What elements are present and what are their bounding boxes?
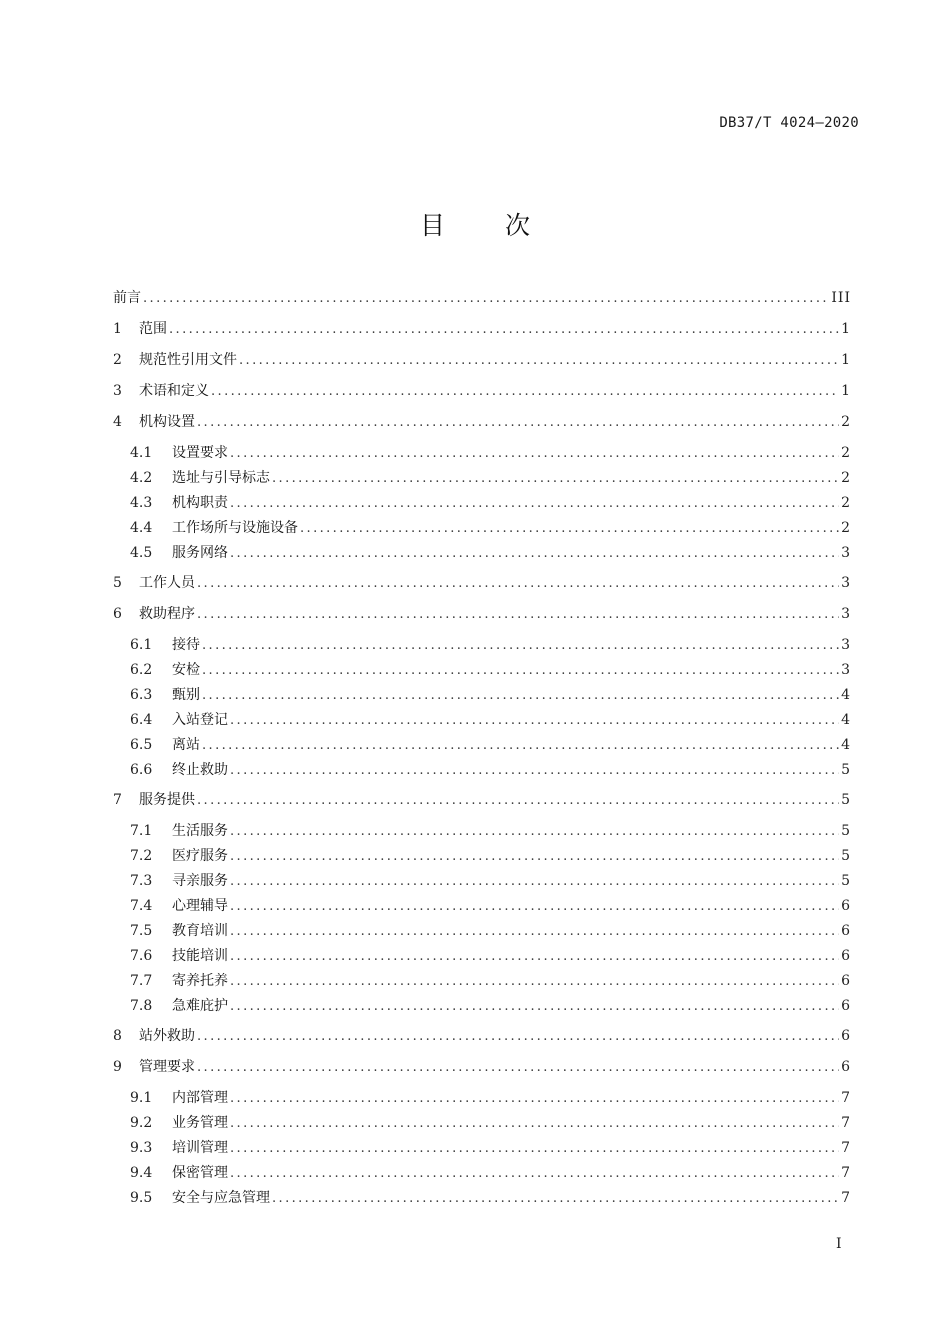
toc-leader-dots — [230, 998, 839, 1016]
toc-entry[interactable] — [113, 872, 851, 897]
toc-entry-page: 2 — [841, 414, 851, 430]
toc-leader-dots — [300, 520, 839, 538]
toc-leader-dots — [197, 1028, 839, 1046]
toc-entry-title: 甄别 — [172, 687, 200, 703]
toc-leader-dots — [197, 1059, 839, 1077]
toc-leader-dots — [230, 948, 839, 966]
toc-leader-dots — [230, 973, 839, 991]
toc-entry-page: 3 — [841, 575, 851, 591]
toc-leader-dots — [230, 762, 839, 780]
toc-entry-page: 5 — [841, 873, 851, 889]
toc-leader-dots — [197, 575, 839, 593]
toc-leader-dots — [211, 383, 839, 401]
toc-entry[interactable] — [113, 544, 851, 569]
toc-leader-dots — [197, 606, 839, 624]
toc-entry-page: 5 — [841, 792, 851, 808]
toc-entry-number: 7.5 — [130, 923, 153, 939]
toc-entry-title: 规范性引用文件 — [139, 352, 237, 368]
toc-entry-number: 9 — [113, 1059, 122, 1075]
toc-entry-title: 术语和定义 — [139, 383, 209, 399]
toc-leader-dots — [230, 445, 839, 463]
toc-entry[interactable] — [113, 922, 851, 947]
toc-entry[interactable] — [113, 441, 851, 469]
toc-leader-dots — [202, 687, 839, 705]
toc-entry[interactable] — [113, 847, 851, 872]
toc-entry-number: 6 — [113, 606, 122, 622]
toc-entry-page: 1 — [841, 383, 851, 399]
toc-entry-number: 7.2 — [130, 848, 153, 864]
toc-entry-title: 教育培训 — [172, 923, 228, 939]
toc-entry-number: 4.4 — [130, 520, 153, 536]
toc-entry-number: 6.2 — [130, 662, 153, 678]
toc-entry[interactable] — [113, 1139, 851, 1164]
toc-entry-title: 救助程序 — [139, 606, 195, 622]
toc-entry[interactable] — [113, 686, 851, 711]
toc-entry-page: 4 — [841, 737, 851, 753]
toc-entry[interactable] — [113, 786, 851, 819]
toc-entry-page: 2 — [841, 495, 851, 511]
toc-entry-title: 内部管理 — [172, 1090, 228, 1106]
toc-entry-title: 服务提供 — [139, 792, 195, 808]
toc-entry-number: 4.3 — [130, 495, 153, 511]
toc-entry-number: 9.1 — [130, 1090, 153, 1106]
toc-leader-dots — [202, 737, 839, 755]
toc-entry-page: 7 — [841, 1165, 851, 1181]
toc-entry-title: 业务管理 — [172, 1115, 228, 1131]
toc-entry-number: 7.6 — [130, 948, 153, 964]
toc-entry-title: 心理辅导 — [172, 898, 228, 914]
toc-entry[interactable] — [113, 736, 851, 761]
toc-entry[interactable] — [113, 997, 851, 1022]
toc-leader-dots — [197, 414, 839, 432]
page-number: I — [836, 1236, 842, 1252]
toc-leader-dots — [230, 1090, 839, 1108]
toc-entry-title: 服务网络 — [172, 545, 228, 561]
toc-entry-page: 6 — [841, 998, 851, 1014]
toc-leader-dots — [230, 823, 839, 841]
toc-entry-title: 入站登记 — [172, 712, 228, 728]
toc-leader-dots — [272, 470, 839, 488]
toc-entry-page: 5 — [841, 823, 851, 839]
toc-leader-dots — [230, 1165, 839, 1183]
toc-entry[interactable] — [113, 819, 851, 847]
toc-entry[interactable] — [113, 469, 851, 494]
toc-entry-title: 寻亲服务 — [172, 873, 228, 889]
toc-entry[interactable] — [113, 286, 851, 317]
toc-entry-number: 7.4 — [130, 898, 153, 914]
toc-leader-dots — [230, 1115, 839, 1133]
toc-entry-title: 工作人员 — [139, 575, 195, 591]
toc-entry[interactable] — [113, 1189, 851, 1214]
toc-entry[interactable] — [113, 602, 851, 633]
toc-leader-dots — [239, 352, 839, 370]
toc-entry-number: 3 — [113, 383, 122, 399]
toc-entry[interactable] — [113, 494, 851, 519]
toc-entry-page: 5 — [841, 848, 851, 864]
toc-entry[interactable] — [113, 519, 851, 544]
toc-entry-number: 6.4 — [130, 712, 153, 728]
page-title: 目 次 — [420, 211, 556, 240]
toc-leader-dots — [230, 848, 839, 866]
toc-entry-title: 前言 — [113, 290, 141, 306]
toc-entry-title: 设置要求 — [172, 445, 228, 461]
toc-entry-title: 医疗服务 — [172, 848, 228, 864]
toc-leader-dots — [230, 923, 839, 941]
toc-entry[interactable] — [113, 947, 851, 972]
toc-entry-page: 6 — [841, 923, 851, 939]
toc-entry-number: 7.3 — [130, 873, 153, 889]
toc-entry-page: 6 — [841, 973, 851, 989]
toc-entry[interactable] — [113, 972, 851, 997]
toc-entry-title: 管理要求 — [139, 1059, 195, 1075]
toc-leader-dots — [230, 1140, 839, 1158]
toc-entry-title: 急难庇护 — [172, 998, 228, 1014]
toc-leader-dots — [230, 545, 839, 563]
toc-entry-number: 9.2 — [130, 1115, 153, 1131]
table-of-contents — [113, 286, 851, 1214]
toc-entry-title: 范围 — [139, 321, 167, 337]
toc-entry-page: 3 — [841, 637, 851, 653]
toc-entry-title: 寄养托养 — [172, 973, 228, 989]
toc-entry-page: 7 — [841, 1090, 851, 1106]
toc-entry[interactable] — [113, 661, 851, 686]
toc-entry-title: 离站 — [172, 737, 200, 753]
toc-leader-dots — [202, 662, 839, 680]
toc-leader-dots — [202, 637, 839, 655]
toc-entry-title: 技能培训 — [172, 948, 228, 964]
toc-entry-number: 2 — [113, 352, 122, 368]
toc-leader-dots — [230, 712, 839, 730]
toc-entry-title: 工作场所与设施设备 — [172, 520, 298, 536]
toc-entry[interactable] — [113, 569, 851, 602]
toc-entry-number: 6.6 — [130, 762, 153, 778]
toc-entry-title: 保密管理 — [172, 1165, 228, 1181]
toc-entry-page: 7 — [841, 1190, 851, 1206]
toc-entry-page: 2 — [841, 445, 851, 461]
toc-entry-page: 5 — [841, 762, 851, 778]
toc-entry[interactable] — [113, 1114, 851, 1139]
toc-entry-number: 1 — [113, 321, 122, 337]
toc-leader-dots — [143, 290, 829, 308]
toc-entry[interactable] — [113, 633, 851, 661]
toc-entry-number: 9.5 — [130, 1190, 153, 1206]
toc-entry-page: 6 — [841, 948, 851, 964]
toc-entry[interactable] — [113, 1022, 851, 1055]
toc-entry-number: 8 — [113, 1028, 122, 1044]
toc-entry-page: 2 — [841, 520, 851, 536]
toc-entry-number: 5 — [113, 575, 122, 591]
toc-entry-page: 4 — [841, 712, 851, 728]
toc-entry-number: 6.3 — [130, 687, 153, 703]
toc-entry-number: 4.1 — [130, 445, 153, 461]
toc-entry-page: 1 — [841, 321, 851, 337]
toc-entry[interactable] — [113, 410, 851, 441]
toc-entry[interactable] — [113, 897, 851, 922]
toc-entry-title: 机构设置 — [139, 414, 195, 430]
toc-entry-page: 4 — [841, 687, 851, 703]
toc-entry-page: 6 — [841, 1059, 851, 1075]
toc-entry-title: 安检 — [172, 662, 200, 678]
toc-entry-title: 选址与引导标志 — [172, 470, 270, 486]
toc-entry-number: 6.1 — [130, 637, 153, 653]
toc-leader-dots — [230, 495, 839, 513]
toc-entry[interactable] — [113, 379, 851, 410]
toc-entry-page: 3 — [841, 606, 851, 622]
toc-entry-page: 2 — [841, 470, 851, 486]
toc-entry-number: 6.5 — [130, 737, 153, 753]
toc-entry-title: 生活服务 — [172, 823, 228, 839]
toc-entry-title: 接待 — [172, 637, 200, 653]
toc-entry-number: 7.8 — [130, 998, 153, 1014]
toc-entry-number: 7 — [113, 792, 122, 808]
toc-entry-number: 4.2 — [130, 470, 153, 486]
toc-entry-page: 7 — [841, 1115, 851, 1131]
toc-leader-dots — [197, 792, 839, 810]
toc-entry-number: 7.7 — [130, 973, 153, 989]
toc-leader-dots — [272, 1190, 839, 1208]
toc-entry[interactable] — [113, 761, 851, 786]
toc-entry-title: 安全与应急管理 — [172, 1190, 270, 1206]
toc-entry-page: 6 — [841, 898, 851, 914]
toc-leader-dots — [169, 321, 839, 339]
toc-entry-page: 1 — [841, 352, 851, 368]
toc-leader-dots — [230, 873, 839, 891]
toc-entry-number: 9.3 — [130, 1140, 153, 1156]
toc-entry-page: III — [831, 290, 851, 306]
toc-leader-dots — [230, 898, 839, 916]
toc-entry[interactable] — [113, 348, 851, 379]
toc-entry-title: 终止救助 — [172, 762, 228, 778]
toc-entry[interactable] — [113, 317, 851, 348]
toc-entry-page: 6 — [841, 1028, 851, 1044]
toc-entry-number: 4.5 — [130, 545, 153, 561]
toc-entry-title: 机构职责 — [172, 495, 228, 511]
toc-entry-number: 4 — [113, 414, 122, 430]
toc-entry[interactable] — [113, 1055, 851, 1086]
toc-entry[interactable] — [113, 1086, 851, 1114]
toc-entry-page: 7 — [841, 1140, 851, 1156]
toc-entry-number: 9.4 — [130, 1165, 153, 1181]
toc-entry-number: 7.1 — [130, 823, 153, 839]
document-code: DB37/T 4024—2020 — [719, 115, 859, 131]
toc-entry-page: 3 — [841, 545, 851, 561]
toc-entry-title: 培训管理 — [172, 1140, 228, 1156]
toc-entry[interactable] — [113, 1164, 851, 1189]
toc-entry-title: 站外救助 — [139, 1028, 195, 1044]
toc-entry-page: 3 — [841, 662, 851, 678]
toc-entry[interactable] — [113, 711, 851, 736]
